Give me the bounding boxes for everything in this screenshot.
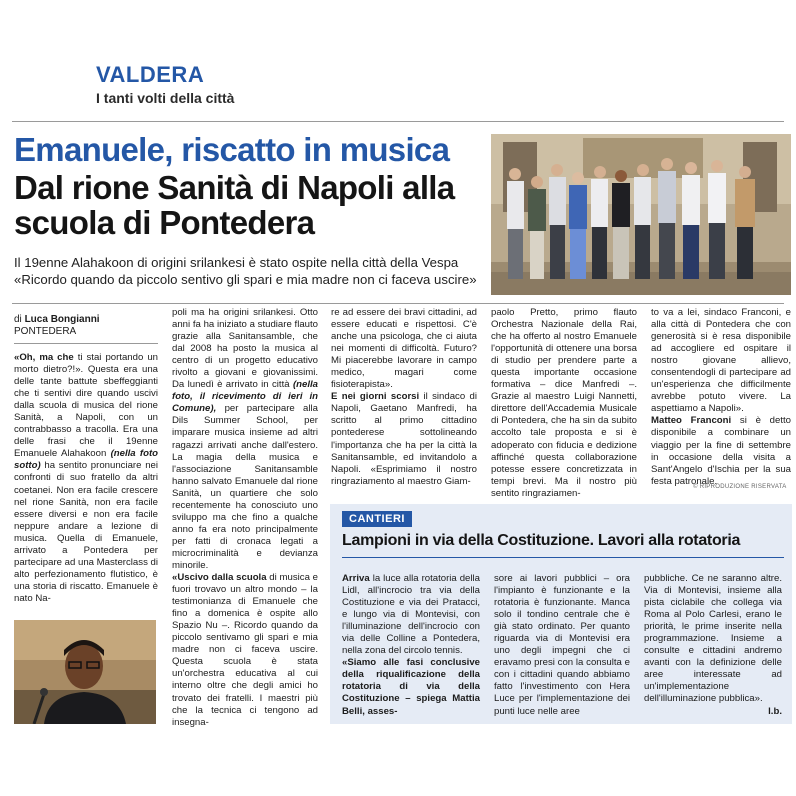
- lead-in: Matteo Franconi: [651, 415, 732, 427]
- lead-in: «Uscivo dalla scuola: [172, 572, 267, 584]
- column-text: per partecipare alla Dils Summer School, per imparare musica insieme ad altri ragazzi arrivati anche dall'estero. La magia della musica e l'associazione Sanitansamble hanno salvato Emanuele dal rione Sanità, un quartiere che solo recentemente ha conosciuto uno sviluppo ma che fino a qualche anno fa era noto principalmente per fatti di cronaca legati a microcriminalità e devianza minorile.: [172, 403, 318, 571]
- column-text: poli ma ha origini srilankesi. Otto anni fa ha iniziato a studiare flauto grazie alla Sanitansamble, che dal 2008 ha posto la musica al centro di un progetto educativo rivolto a giovani e giovanissimi. Da lunedì è arrivato in città: [172, 307, 318, 391]
- copyright-note: © RIPRODUZIONE RISERVATA: [693, 484, 787, 490]
- sidebar-column-2: [494, 573, 630, 718]
- article-column-4: [491, 307, 637, 500]
- lead-in: E nei giorni scorsi: [331, 391, 420, 403]
- signature: l.b.: [768, 705, 782, 717]
- top-divider: [12, 121, 784, 122]
- author-name: Luca Bongianni: [24, 314, 100, 325]
- column-text: il sindaco di Napoli, Gaetano Manfredi, ha scritto al primo cittadino pontederese sottolineando l'importanza che ha per la città la Sanitansamble, ed invitandolo a Napoli. «Esprimiamo il nostro ringraziamento al maestro Giam-: [331, 391, 477, 487]
- column-text: paolo Pretto, primo flauto Orchestra Nazionale della Rai, che ha offerto al nostro Emanuele l'opportunità di ottenere una borsa di studio per prendere parte a questa importante occasione formativa – dice Manfredi –. Grazie al maestro Luigi Nannetti, direttore dell'Accademia Musicale di Pontedera, che ha sin da subito accolto tale proposta e si è adoperato con fiducia e dedizione affinché questa collaborazione potesse essere concretizzata in tempi brevi. Ma il nostro più sentito ringraziamen-: [491, 307, 637, 499]
- sidebar-label: CANTIERI: [342, 511, 412, 527]
- section-subtitle: I tanti volti della città: [96, 90, 235, 106]
- column-text: sore ai lavori pubblici – ora l'impianto è funzionante e la rotatoria è funzionante. Manca solo il tondino centrale che è già stato ordinato. Per quanto riguarda via di Montevisi era uno degli impegni che ci eravamo presi con la consulta e con i cittadini quando abbiamo fatto l'investimento con Hera Luce per l'implementazione dei punti luce nelle aree: [494, 573, 630, 717]
- byline: [14, 314, 158, 338]
- lead-in: Arriva: [342, 573, 370, 584]
- article-column-1: [14, 352, 158, 605]
- byline-divider: [14, 343, 158, 344]
- column-text: re ad essere dei bravi cittadini, ad essere educati e rispettosi. C'è anche una psicologa, che ci aiuta nei momenti di difficoltà. Futuro? Mi piacerebbe lavorare in campo medico, magari come fisioterapista».: [331, 307, 477, 391]
- column-text: la luce alla rotatoria della Lidl, all'incrocio tra via della Costituzione e via dei Pratacci, e lungo via di Montevisi, con l'illuminazione dell'incrocio con via delle Colline a Pontedera, nella zona del circolo tennis.: [342, 573, 480, 657]
- article-headline: Dal rione Sanità di Napoli alla scuola di Pontedera: [14, 169, 455, 241]
- column-text: di musica e fuori trovavo un altro mondo – la testimonianza di Emanuele che fino a domenica è ospite allo Spazio Nu –. Ricordo quando da piccolo sentivamo gli spari e mia madre non ci faceva uscire. Questa scuola è stata un'orchestra educativa al cui interno oltre che degli amici ho trovato dei fratelli. I maestri più che la tecnica ci tengono ad insegna-: [172, 572, 319, 728]
- article-column-5: [651, 307, 791, 488]
- sidebar-column-1: [342, 573, 480, 718]
- byline-prefix: di: [14, 314, 22, 325]
- column-text: ha sentito pronunciare nei confronti di suo fratello da altri coetanei. Non era facile crescere nel rione Sanità, non era facile essere diversi e non era facile neppure andare a lezione di musica. Quella di Emanuele, arrivato a Pontedera per partecipare ad una Masterclass di alto perfezionamento flutistico, è una storia di riscatto. Emanuele è nato Na-: [14, 460, 158, 604]
- sidebar-column-3: [644, 573, 782, 718]
- sidebar-divider: [342, 557, 784, 558]
- section-name: VALDERA: [96, 62, 205, 87]
- sidebar-title: Lampioni in via della Costituzione. Lavori alla rotatoria: [342, 532, 741, 549]
- column-text: to va a lei, sindaco Franconi, e alla città di Pontedera che con generosità si è resa disponibile ad accogliere ed ospitare il nostro giovane allievo, consentendogli di partecipare ad un'esperienza che difficilmente avrebbe potuto vivere. La aspettiamo a Napoli».: [651, 307, 791, 415]
- dateline: PONTEDERA: [14, 326, 77, 337]
- article-column-2: [172, 307, 318, 729]
- middle-divider: [12, 303, 784, 304]
- article-subhead: Il 19enne Alahakoon di origini srilankesi è stato ospite nella città della Vespa «Ricordo quando da piccolo sentivo gli spari e mia madre non ci faceva uscire»: [14, 255, 477, 287]
- photo-reference: (nella foto, il ricevimento di ieri in Comune),: [172, 379, 318, 415]
- group-photo: [491, 134, 791, 295]
- column-text: si è detto disponibile a combinare un viaggio per la fine di settembre in occasione della visita a Sant'Angelo d'Ischia per la sua festa patronale.: [651, 415, 791, 487]
- article-column-3: [331, 307, 477, 488]
- emanuele-portrait: [14, 620, 156, 724]
- lead-in: «Oh, ma che: [14, 352, 74, 363]
- article-kicker: Emanuele, riscatto in musica: [14, 131, 450, 168]
- column-text: pubbliche. Ce ne saranno altre. Via di Montevisi, insieme alla pista ciclabile che collega via Roma al Polo Carlesi, erano le priorità, le prime inserite nella programmazione. Insieme a consulte e cittadini andremo avanti con la definizione delle aree interessate ad un'implementazione dell'illuminazione pubblica».: [644, 573, 782, 705]
- column-text: ti stai portando un morto dietro?!». Questa era una delle tante battute sbeffeggianti che ti sentivi dire quando uscivi dalla scuola di musica del rione Sanità, a Napoli, con un contrabbasso a tracolla. Era una delle frasi che il 19enne Emanuele Alahakoon: [14, 352, 158, 460]
- photo-reference: (nella foto sotto): [14, 448, 158, 472]
- lead-in: «Siamo alle fasi conclusive della riqualificazione della rotatoria di via della Costituzione – spiega Mattia Belli, asses-: [342, 657, 480, 717]
